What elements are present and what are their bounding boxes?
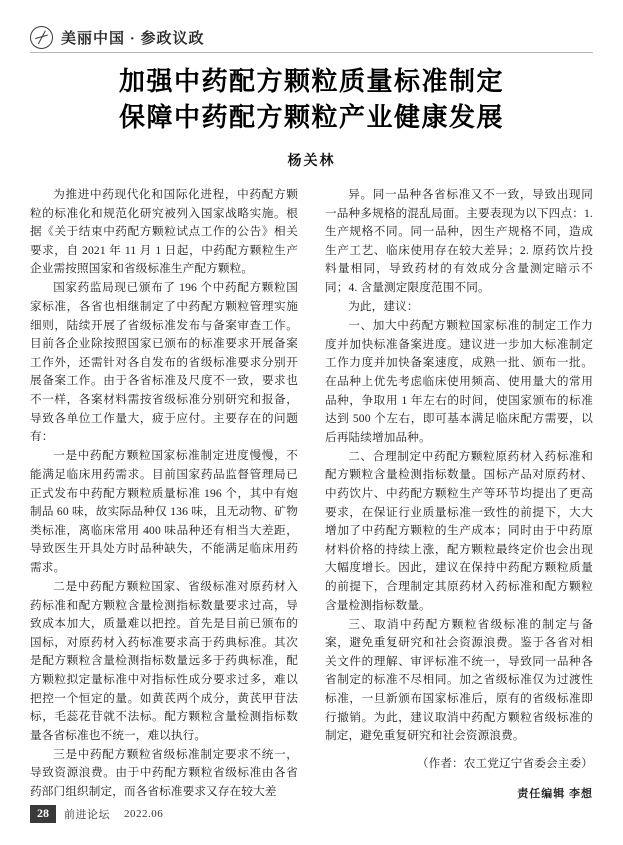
paragraph: 二、合理制定中药配方颗粒原药材入药标准和配方颗粒含量检测指标数量。国标产品对原药材、中药饮片、中药配方颗粒生产等环节均提出了更高要求，在保证行业质量标准一致性的前提下，大大增加了中药配方颗粒的生产成本；同时由于中药原材料价格的持续上涨，配方颗粒最终定价也会出现大幅度增长。因此，建议在保持中药配方颗粒质量的前提下，合理制定其原药材入药标准和配方颗粒含量检测指标数量。 (325, 449, 593, 612)
paragraph: 为推进中药现代化和国际化进程，中药配方颗粒的标准化和规范化研究被列入国家战略实施。根据《关于结束中药配方颗粒试点工作的公告》相关要求，自 2021 年 11 月 1 日起，中药配方颗粒生产企业需按照国家和省级标准生产配方颗粒。 (30, 188, 298, 276)
paragraph: 异。同一品种各省标准又不一致，导致出现同一品种多规格的混乱局面。主要表现为以下四点：1. 生产规格不同。同一品种，因生产规格不同，造成生产工艺、临床使用存在较大差异；2. 原药饮片投料量相同，导致药材的有效成分含量测定暗示不同；4. 含量测定限度范围不同。 (325, 188, 593, 294)
responsible-editor: 责任编辑 李想 (517, 788, 593, 800)
page-title-line-2: 保障中药配方颗粒产业健康发展 (118, 103, 504, 132)
author-signature: （作者：农工党辽宁省委会主委） (416, 756, 593, 770)
header-divider (30, 52, 593, 53)
page-header (30, 22, 593, 52)
title-block (30, 64, 593, 170)
paragraph: 三、取消中药配方颗粒省级标准的制定与备案，避免重复研究和社会资源浪费。鉴于各省对相关文件的理解、审评标准不统一，导致同一品种各省制定的标准不尽相同。加之省级标准仅为过渡性标准，一旦新颁布国家标准后，原有的省级标准即行撤销。为此，建议取消中药配方颗粒省级标准的制定，避免重复研究和社会资源浪费。 (325, 617, 593, 743)
paragraph: 一是中药配方颗粒国家标准制定进度慢慢，不能满足临床用药需求。目前国家药品监督管理局已正式发布中药配方颗粒质量标准 196 个，其中有炮制品 60 味，故实际品种仅 136 味，且无动物、矿物类标准，离临床常用 400 味品种还有相当大差距，导致医生开具处方时品种缺失，不能满足临床用药需求。 (30, 449, 298, 574)
page-title-line-1: 加强中药配方颗粒质量标准制定 (118, 67, 504, 96)
circle-emblem-icon (30, 26, 53, 49)
header-title: 美丽中国 · 参政议政 (61, 30, 205, 47)
column-right (325, 186, 593, 786)
paragraph: 二是中药配方颗粒国家、省级标准对原药材入药标准和配方颗粒含量检测指标数量要求过高，导致成本加大，质量难以把控。首先是目前已颁布的国标，对原药材入药标准要求高于药典标准。其次是配方颗粒含量检测指标数量远多于药典标准，配方颗粒拟定量标准中对指标性成分要求过多，难以把控一个恒定的量。如黄芪两个成分，黄芪甲苷法标，毛蕊花苷就不法标。配方颗粒含量检测指标数量各省标准也不统一，难以执行。 (30, 579, 298, 742)
magazine-name: 前进论坛 (64, 809, 110, 821)
paragraph: 国家药监局现已颁布了 196 个中药配方颗粒国家标准，各省也相继制定了中药配方颗粒管理实施细则，陆续开展了省级标准发布与备案审查工作。目前各企业除按照国家已颁布的标准要求开展备案工作外，还需针对各自发布的省级标准要求分别开展备案工作。由于各省标准及尺度不一致，要求也不一样，各案材料需按省级标准分别研究和报备，导致各单位工作量大，疲于应付。主要存在的问题有： (30, 281, 298, 444)
column-left (30, 186, 298, 798)
page-footer (30, 805, 163, 823)
paragraph: 为此，建议： (348, 300, 419, 314)
page-number: 28 (30, 805, 56, 823)
issue-date: 2022.06 (124, 808, 164, 820)
paragraph: 三是中药配方颗粒省级标准制定要求不统一，导致资源浪费。由于中药配方颗粒省级标准由各省药部门组织制定，而各省标准要求又存在较大差 (30, 747, 298, 798)
author-name: 杨关林 (287, 154, 336, 169)
paragraph: 一、加大中药配方颗粒国家标准的制定工作力度并加快标准备案进度。建议进一步加大标准制定工作力度并加快备案速度，成熟一批、颁布一批。在品种上优先考虑临床使用频高、使用量大的常用品种，争取用 1 年左右的时间，使国家颁布的标准达到 500 个左右，即可基本满足临床配方需要，以后再陆续增加品种。 (325, 319, 593, 444)
